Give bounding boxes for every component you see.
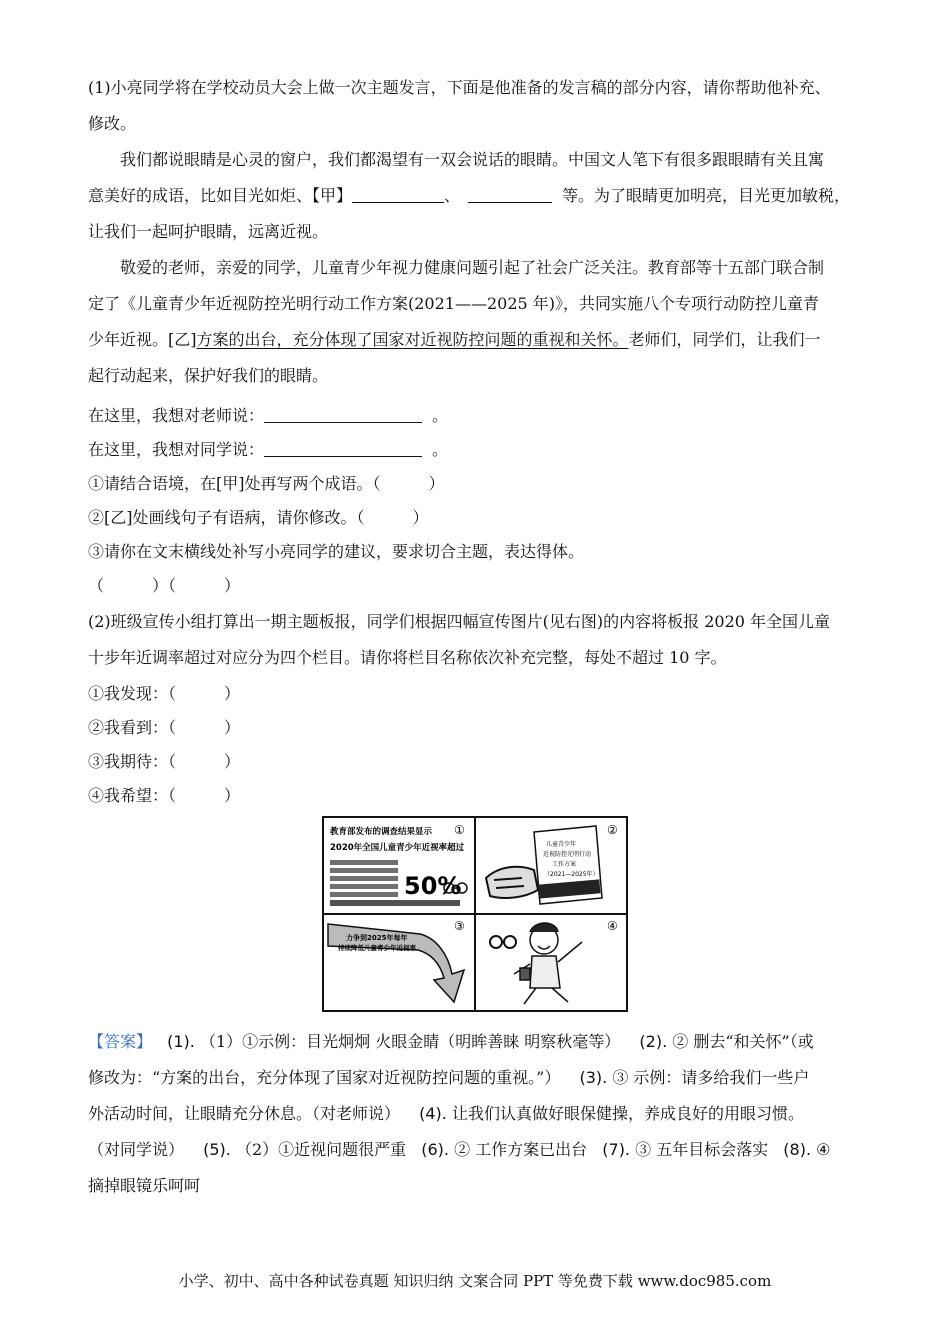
answer-num-4: (4). (419, 1104, 447, 1123)
answer-7: ③ 五年目标会落实 (635, 1140, 769, 1159)
panel-3 (328, 919, 465, 1002)
q1-para2-line2: 定了《儿童青少年近视防控光明行动工作方案(2021——2025 年)》，共同实施八个专项行动防控儿童青 (88, 294, 820, 313)
teacher-blank[interactable] (264, 406, 422, 423)
panel-2-doc-2: 近视防控光明行动 (543, 851, 592, 858)
panel-1-number: ① (454, 823, 465, 837)
underlined-sentence: 方案的出台，充分体现了国家对近视防控问题的重视和关怀。 (196, 330, 629, 349)
q1-para1-text-b: 、 (444, 186, 461, 205)
panel-1-line1: 教育部发布的调查结果显示 (330, 827, 433, 837)
answer-4: 让我们认真做好眼保健操，养成良好的用眼习惯。 (451, 1104, 804, 1123)
answer-2a: ② 删去“和关怀”（或 (672, 1032, 814, 1051)
q1-para1-line1: 我们都说眼睛是心灵的窗户，我们都渴望有一双会说话的眼睛。中国文人笔下有很多跟眼睛有关且寓 (120, 150, 825, 169)
answer-line1 (88, 1030, 868, 1054)
panel-2-number: ② (607, 823, 618, 837)
teacher-line (88, 404, 868, 428)
idiom-blank-2[interactable] (468, 186, 552, 203)
answer-num-8: (8). (783, 1140, 812, 1159)
panel-3-line2: 持续降低儿童青少年近视率 (338, 944, 416, 952)
q1-para2-text-a: 少年近视。[乙] (88, 330, 197, 349)
answer-4-note: （对同学说） (88, 1140, 185, 1159)
panel-3-number: ③ (454, 919, 465, 933)
answer-num-7: (7). (602, 1140, 631, 1159)
q1-para1-line3: 让我们一起呵护眼睛，远离近视。 (88, 222, 329, 241)
answer-3a: ③ 示例：请多给我们一些户 (612, 1068, 810, 1087)
sub-question-2: ②[乙]处画线句子有语病，请你修改。（ ） (88, 508, 429, 527)
answer-2b: 修改为：“方案的出台，充分体现了国家对近视防控问题的重视。”） (88, 1068, 561, 1087)
idiom-blank-1[interactable] (352, 186, 444, 203)
answer-num-2: (2). (639, 1032, 668, 1051)
answer-line2 (88, 1066, 868, 1090)
panel-2-doc-1: 儿童青少年 (546, 841, 577, 848)
panel-2 (486, 823, 618, 904)
thrown-glasses-icon (490, 936, 516, 948)
q1-para2-line1: 敬爱的老师，亲爱的同学，儿童青少年视力健康问题引起了社会广泛关注。教育部等十五部门联合制 (120, 258, 825, 277)
student-blank[interactable] (264, 440, 422, 457)
answer-6: ② 工作方案已出台 (454, 1140, 588, 1159)
panel-2-doc-4: （2021—2025年） (544, 871, 599, 878)
panel-4 (490, 919, 618, 1004)
q1-para1-text-c: 等。为了眼睛更加明亮，目光更加敏税， (562, 186, 851, 205)
panel-2-doc-3: 工作方案 (552, 861, 577, 868)
answer-line5: 摘掉眼镜乐呵呵 (88, 1176, 201, 1195)
poster-figure-svg (324, 818, 626, 1010)
pointing-hand-icon (486, 867, 538, 898)
poster-figure (322, 816, 628, 1012)
answer-num-5: (5). (203, 1140, 231, 1159)
sub-question-1: ①请结合语境，在[甲]处再写两个成语。（ ） (88, 474, 445, 493)
sub-question-3-blanks: （ ）（ ） (88, 576, 241, 595)
q2-item-1: ①我发现：（ ） (88, 684, 241, 703)
teacher-period: 。 (432, 406, 449, 425)
answer-tag: 【答案】 (88, 1032, 153, 1051)
q1-para2-text-c: 老师们，同学们，让我们一 (628, 330, 821, 349)
panel-1 (329, 823, 467, 906)
q1-intro-line2: 修改。 (88, 114, 137, 133)
happy-boy-icon (514, 923, 582, 1004)
q2-item-2: ②我看到：（ ） (88, 718, 241, 737)
student-period: 。 (432, 440, 449, 459)
answer-num-1: (1). (167, 1032, 195, 1051)
q2-item-3: ③我期待：（ ） (88, 752, 241, 771)
answer-3b: 外活动时间，让眼睛充分休息。（对老师说） (88, 1104, 401, 1123)
panel-4-number: ④ (607, 919, 618, 933)
page-footer: 小学、初中、高中各种试卷真题 知识归纳 文案合同 PPT 等免费下载 www.doc985.com (178, 1272, 772, 1290)
panel-3-line1: 力争到2025年每年 (346, 934, 408, 942)
q2-item-4: ④我希望：（ ） (88, 786, 241, 805)
student-line (88, 438, 868, 462)
student-prefix: 在这里，我想对同学说： (88, 440, 265, 459)
sub-question-3: ③请你在文末横线处补写小亮同学的建议，要求切合主题，表达得体。 (88, 542, 585, 561)
panel-1-percent: 50% (404, 872, 462, 900)
q1-para2-line3 (88, 328, 868, 352)
answer-num-3: (3). (579, 1068, 608, 1087)
q1-para2-line4: 起行动起来，保护好我们的眼睛。 (88, 366, 329, 385)
answer-line4 (88, 1138, 868, 1162)
q2-intro-line2: 十步年近调率超过对应分为四个栏目。请你将栏目名称依次补充完整，每处不超过 10 字。 (88, 648, 727, 667)
answer-line3 (88, 1102, 868, 1126)
answer-1: （1）①示例：目光炯炯 火眼金睛（明眸善睐 明察秋毫等） (199, 1032, 621, 1051)
answer-5: （2）①近视问题很严重 (235, 1140, 407, 1159)
q1-para1-text-a: 意美好的成语，比如目光如炬、【甲】 (88, 186, 353, 205)
panel-1-line2: 2020年全国儿童青少年近视率超过 (330, 843, 465, 853)
q2-intro-line1: (2)班级宣传小组打算出一期主题板报，同学们根据四幅宣传图片(见右图)的内容将板报 2020 年全国儿童 (88, 612, 831, 631)
answer-num-6: (6). (421, 1140, 449, 1159)
teacher-prefix: 在这里，我想对老师说： (88, 406, 265, 425)
answer-8a: ④ (816, 1140, 831, 1159)
q1-para1-line2 (88, 184, 868, 208)
document-icon (534, 826, 602, 904)
q1-intro-line1: (1)小亮同学将在学校动员大会上做一次主题发言，下面是他准备的发言稿的部分内容，请你帮助他补充、 (88, 78, 831, 97)
